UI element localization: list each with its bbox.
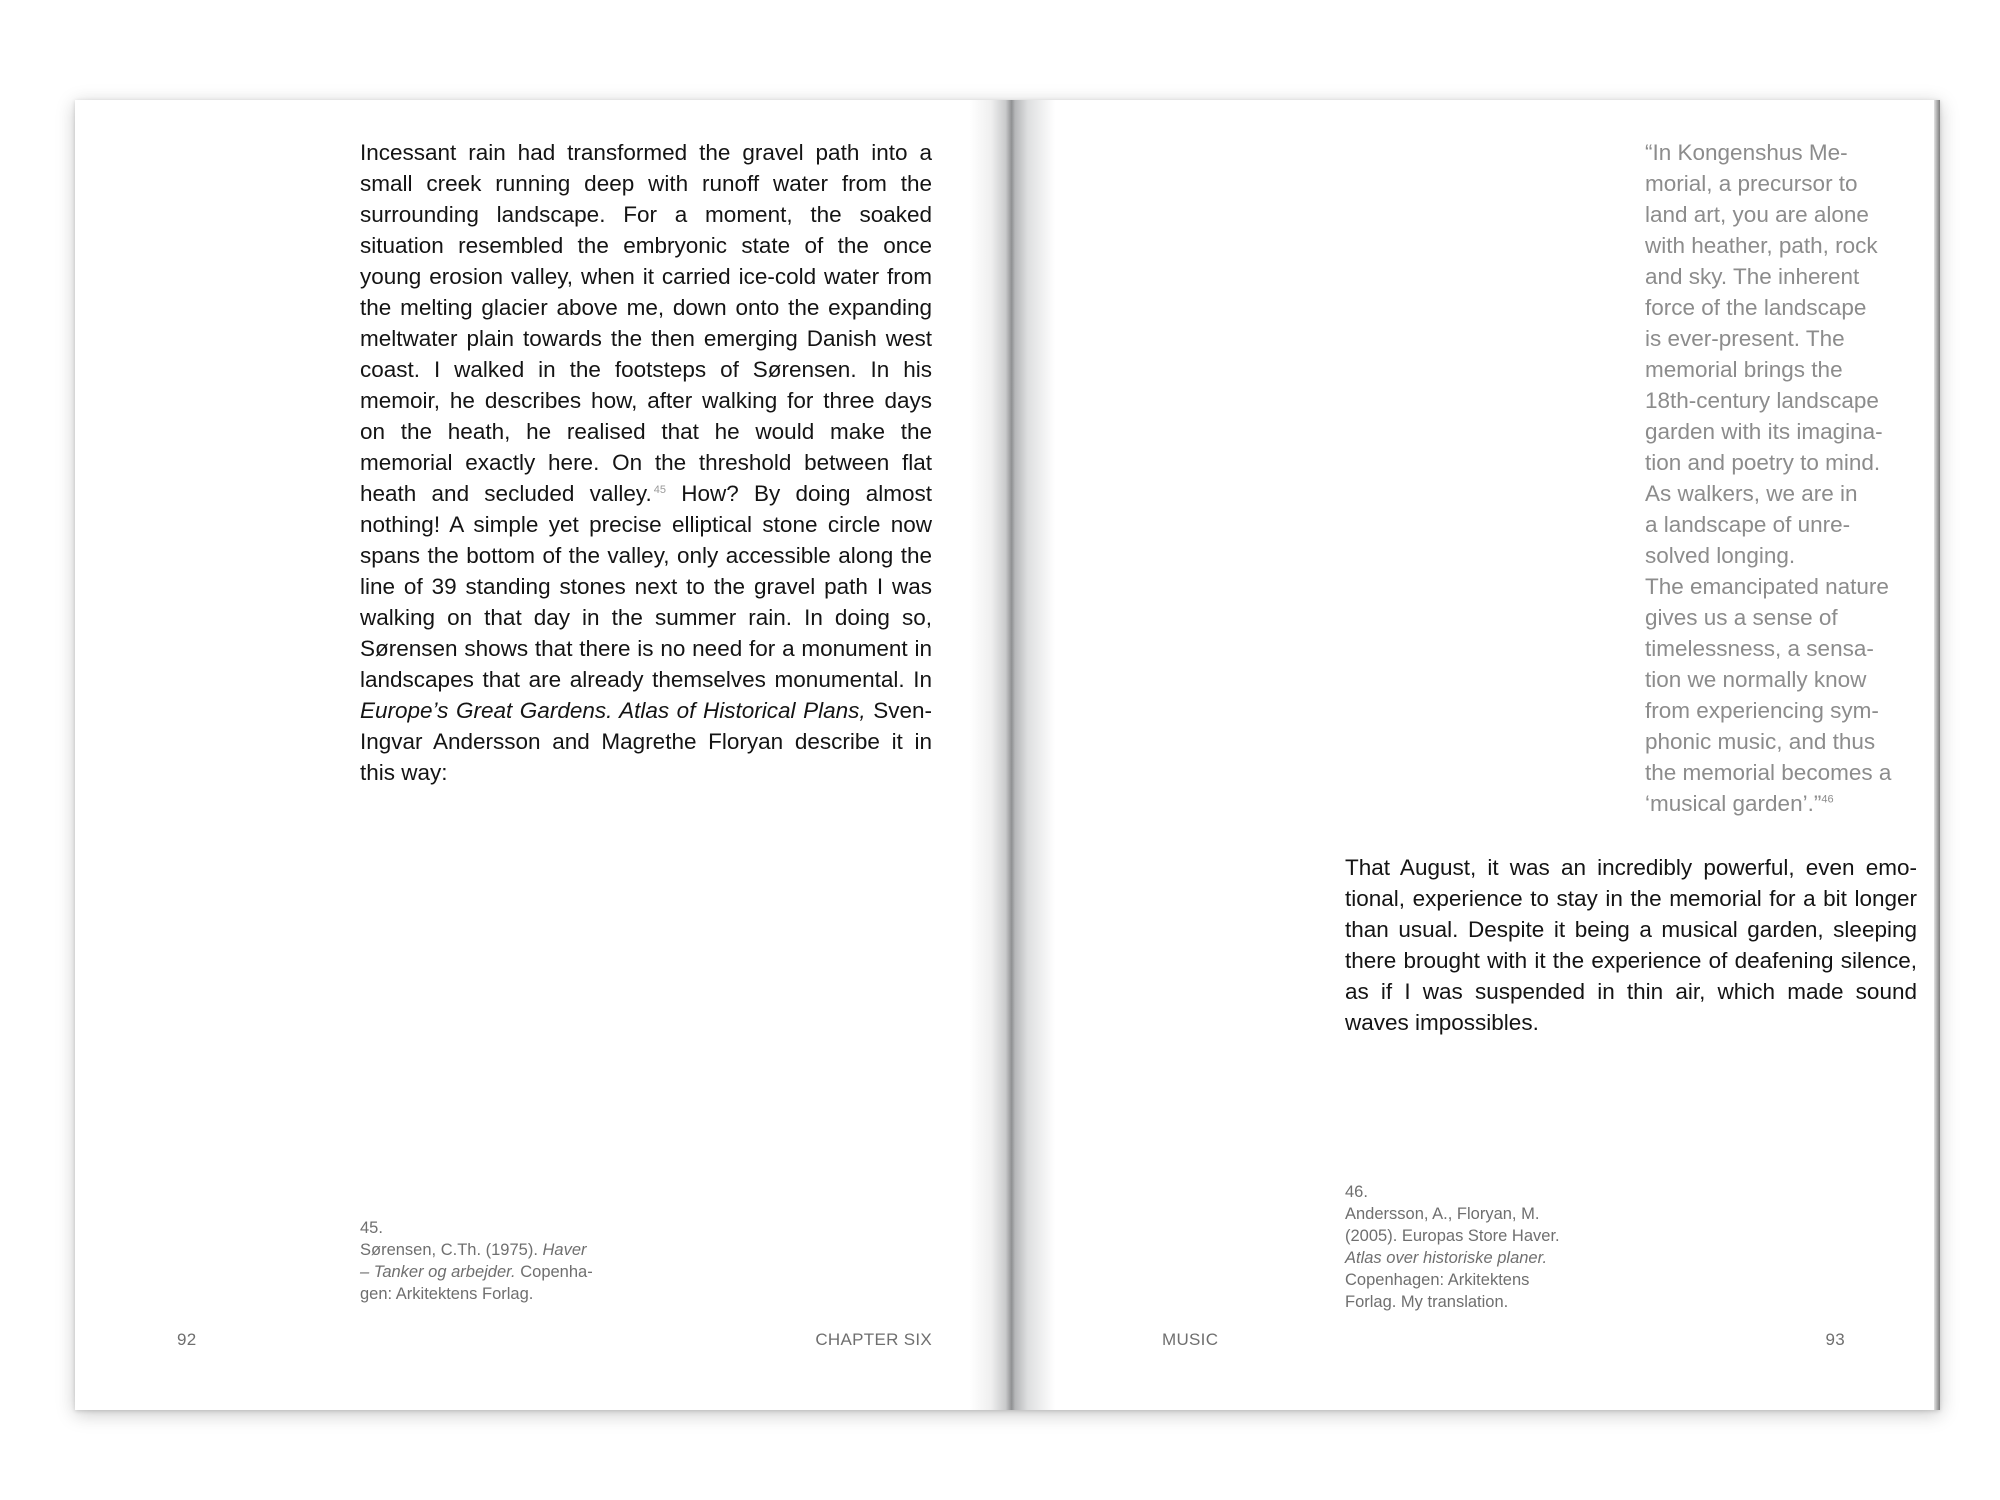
footnote-line: Sørensen, C.Th. (1975). Haver: [360, 1241, 587, 1259]
right-page: [1005, 100, 1940, 1410]
quote-line: tion and poetry to mind.: [1645, 450, 1881, 475]
quote-last-line: ‘musical garden’.”$^{46}$: [1645, 791, 1834, 816]
footnote-number: 46.: [1345, 1183, 1368, 1201]
left-body-text: [360, 137, 932, 788]
quote-line: is ever-present. The: [1645, 326, 1845, 351]
footnote-ref-45: 45: [653, 483, 666, 496]
left-page: [75, 100, 1005, 1410]
footnote-line: Forlag. My translation.: [1345, 1293, 1509, 1311]
quote-line: timelessness, a sensa-: [1645, 636, 1874, 661]
quote-line: tion we normally know: [1645, 667, 1867, 692]
quote-line: morial, a precursor to: [1645, 171, 1858, 196]
footnote-45: [360, 1217, 660, 1305]
quote-line: “In Kongenshus Me-: [1645, 140, 1848, 165]
footnote-line: gen: Arkitektens Forlag.: [360, 1285, 534, 1303]
running-head: MUSIC: [1162, 1330, 1219, 1349]
left-body-part1: Incessant rain had transformed the gravel path into a small creek running deep with runoff water from the surrounding landscape. For a moment, the soaked situation resembled the embryonic state of the once young erosion valley, when it carried ice-cold water from the melting glacier above me, down onto the expanding meltwater plain towards the then emerging Danish west coast. I walked in the footsteps of Sørensen. In his memoir, he describes how, after walking for three days on the heath, he realised that he would make the memorial exactly here. On the threshold between flat heath and secluded valley.: [360, 140, 932, 506]
page-edge: [1934, 100, 1940, 1410]
footnote-line: Andersson, A., Floryan, M.: [1345, 1205, 1540, 1223]
quote-line: gives us a sense of: [1645, 605, 1838, 630]
footnote-line: Copenhagen: Arkitektens: [1345, 1271, 1530, 1289]
running-head: CHAPTER SIX: [815, 1330, 932, 1349]
left-body-part3: Sven-Ingvar Andersson and Magrethe Floryan describe it in this way:: [360, 698, 932, 785]
footnote-ref-46: 46: [1821, 793, 1834, 806]
quote-line: a landscape of unre-: [1645, 512, 1851, 537]
block-quote: [1645, 137, 1935, 819]
right-body-text: That August, it was an incredibly powerful, even emotional, experience to stay in the memorial for a bit longer than usual. Despite it being a musical garden, sleeping there brought with it the experience of deafening silence, as if I was suspended in thin air, which made sound waves impossibles.: [1345, 855, 1917, 1035]
page-number: 93: [1825, 1330, 1845, 1349]
page-number: 92: [177, 1330, 197, 1349]
quote-line: The emancipated nature: [1645, 574, 1889, 599]
quote-line: garden with its imagina-: [1645, 419, 1883, 444]
left-body-part2: How? By doing almost nothing! A simple yet precise elliptical stone circle now spans the bottom of the valley, only accessible along the line of 39 standing stones next to the gravel path I was walking on that day in the summer rain. In doing so, Sørensen shows that there is no need for a monument in landscapes that are already themselves monumental. In: [360, 481, 932, 692]
book-spread: [75, 100, 1940, 1410]
footnote-line: – Tanker og arbejder. Copenha-: [360, 1263, 593, 1281]
footnote-line: Atlas over historiske planer.: [1345, 1249, 1548, 1267]
quote-line: from experiencing sym-: [1645, 698, 1879, 723]
quote-line: solved longing.: [1645, 543, 1796, 568]
quote-line: memorial brings the: [1645, 357, 1843, 382]
book-gutter: [970, 100, 1055, 1410]
quote-line: 18th-century landscape: [1645, 388, 1879, 413]
book-title: Europe’s Great Gardens. Atlas of Historical Plans,: [360, 698, 866, 723]
quote-line: and sky. The inherent: [1645, 264, 1860, 289]
quote-line: As walkers, we are in: [1645, 481, 1858, 506]
quote-line: force of the landscape: [1645, 295, 1867, 320]
quote-line: land art, you are alone: [1645, 202, 1869, 227]
footnote-46: [1345, 1181, 1645, 1313]
quote-line: the memorial becomes a: [1645, 760, 1892, 785]
quote-line: phonic music, and thus: [1645, 729, 1876, 754]
quote-line: with heather, path, rock: [1645, 233, 1878, 258]
footnote-line: (2005). Europas Store Haver.: [1345, 1227, 1560, 1245]
footnote-number: 45.: [360, 1219, 383, 1237]
